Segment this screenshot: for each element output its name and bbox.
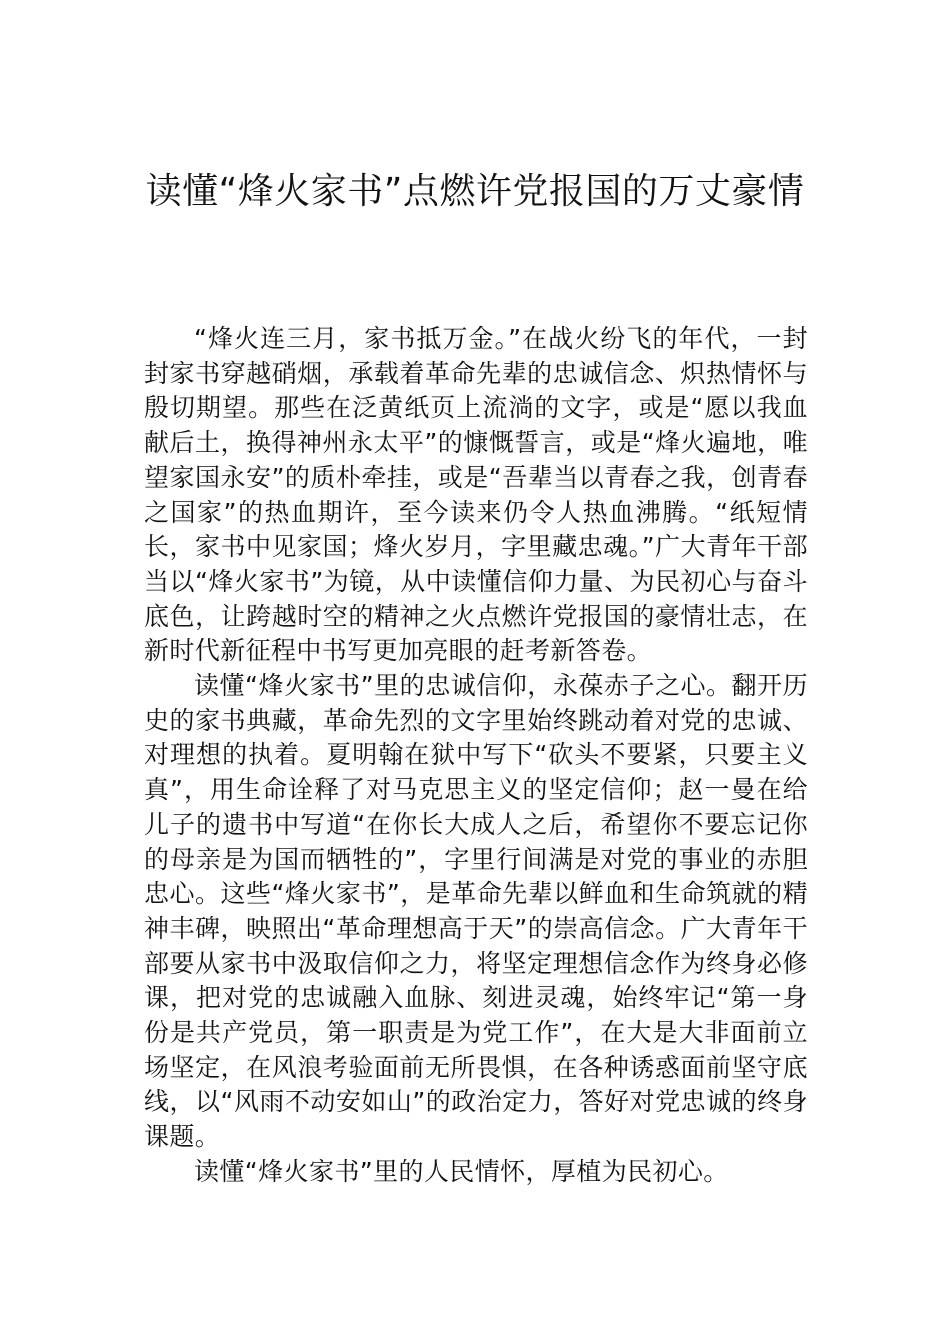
paragraph: 读懂“烽火家书”里的忠诚信仰，永葆赤子之心。翻开历史的家书典藏，革命先烈的文字里始终跳动着对党的忠诚、对理想的执着。夏明翰在狱中写下“砍头不要紧，只要主义真”，用生命诠释了对马克思主义的坚定信仰；赵一曼在给儿子的遗书中写道“在你长大成人之后，希望你不要忘记你的母亲是为国而牺牲的”，字里行间满是对党的事业的赤胆忠心。这些“烽火家书”，是革命先辈以鲜血和生命筑就的精神丰碑，映照出“革命理想高于天”的崇高信念。广大青年干部要从家书中汲取信仰之力，将坚定理想信念作为终身必修课，把对党的忠诚融入血脉、刻进灵魂，始终牢记“第一身份是共产党员，第一职责是为党工作”，在大是大非面前立场坚定，在风浪考验面前无所畏惧，在各种诱惑面前坚守底线，以“风雨不动安如山”的政治定力，答好对党忠诚的终身课题。 bbox=[144, 671, 808, 1152]
paragraph: 读懂“烽火家书”里的人民情怀，厚植为民初心。 bbox=[194, 1156, 729, 1186]
document-title: 读懂“烽火家书”点燃许党报国的万丈豪情 bbox=[145, 171, 805, 212]
document-body bbox=[144, 322, 808, 1190]
paragraph: “烽火连三月，家书抵万金。”在战火纷飞的年代，一封封家书穿越硝烟，承载着革命先辈的忠诚信念、炽热情怀与殷切期望。那些在泛黄纸页上流淌的文字，或是“愿以我血献后土，换得神州永太平”的慷慨誓言，或是“烽火遍地，唯望家国永安”的质朴牵挂，或是“吾辈当以青春之我，创青春之国家”的热血期许，至今读来仍令人热血沸腾。“纸短情长，家书中见家国；烽火岁月，字里藏忠魂。”广大青年干部当以“烽火家书”为镜，从中读懂信仰力量、为民初心与奋斗底色，让跨越时空的精神之火点燃许党报国的豪情壮志，在新时代新征程中书写更加亮眼的赶考新答卷。 bbox=[144, 324, 808, 666]
